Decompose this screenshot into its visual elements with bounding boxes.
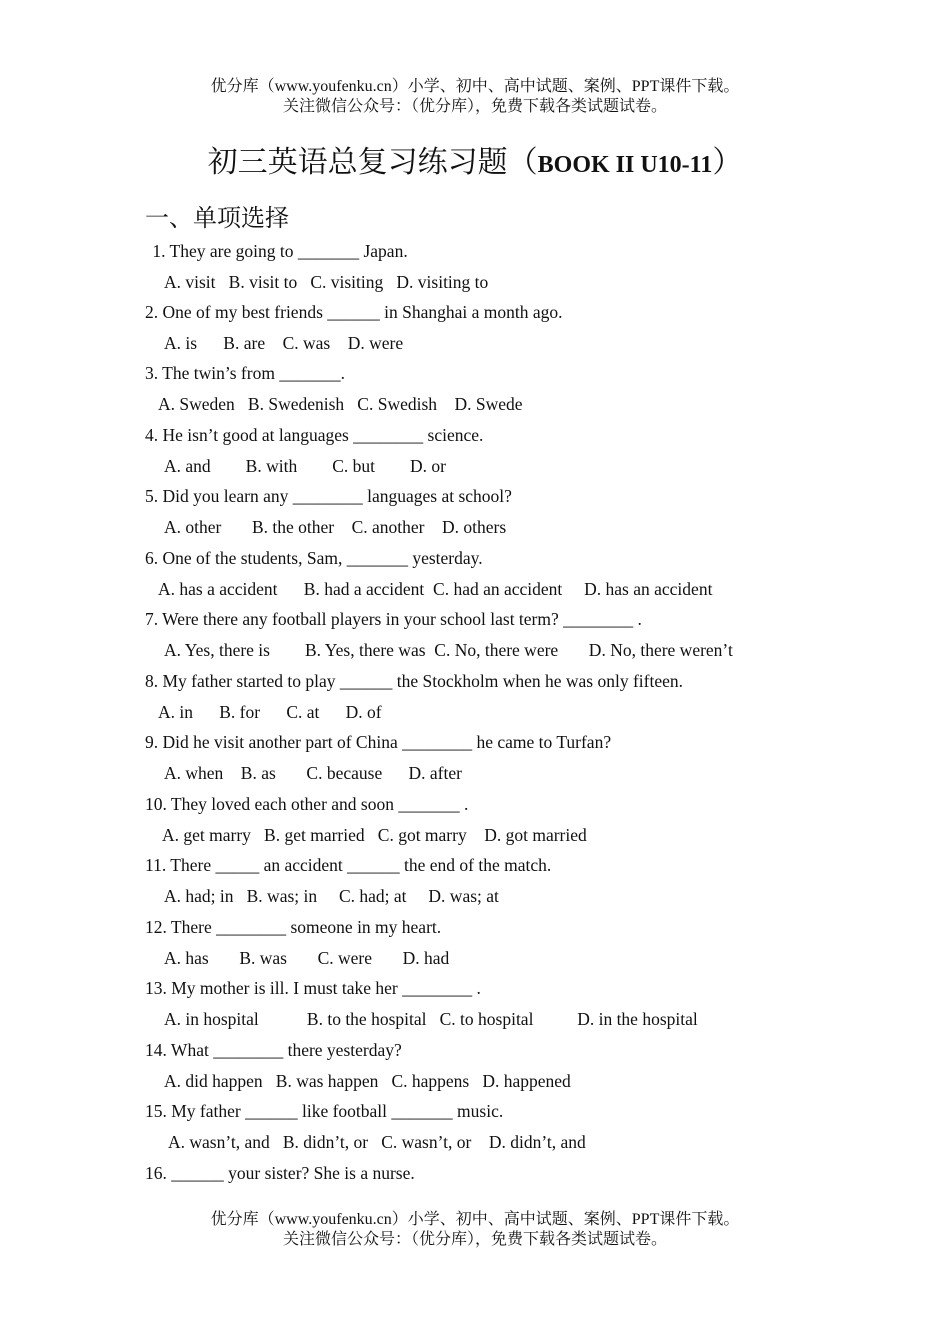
question-options: A. Sweden B. Swedenish C. Swedish D. Swede xyxy=(158,394,523,414)
question-text: 15. My father ______ like football _______ music. xyxy=(145,1101,504,1121)
question-text: 6. One of the students, Sam, _______ yesterday. xyxy=(145,548,483,568)
question-options: A. and B. with C. but D. or xyxy=(164,456,446,476)
title-close-paren: ） xyxy=(712,146,743,179)
question-options: A. when B. as C. because D. after xyxy=(164,763,462,783)
question-text: 7. Were there any football players in your school last term? ________ . xyxy=(145,609,642,629)
question-options: A. other B. the other C. another D. others xyxy=(164,517,507,537)
header-line-1: 优分库（www.youfenku.cn）小学、初中、高中试题、案例、PPT课件下载。 xyxy=(210,78,740,95)
question-text: 16. ______ your sister? She is a nurse. xyxy=(145,1163,415,1183)
page-title xyxy=(0,143,950,185)
question-options: A. is B. are C. was D. were xyxy=(164,333,404,353)
question-options: A. has B. was C. were D. had xyxy=(164,948,450,968)
question-options: A. had; in B. was; in C. had; at D. was; at xyxy=(164,886,499,906)
question-options: A. in hospital B. to the hospital C. to hospital D. in the hospital xyxy=(164,1009,698,1029)
question-text: 12. There ________ someone in my heart. xyxy=(145,917,442,937)
question-text: 8. My father started to play ______ the Stockholm when he was only fifteen. xyxy=(145,671,684,691)
question-options: A. wasn’t, and B. didn’t, or C. wasn’t, or D. didn’t, and xyxy=(168,1132,586,1152)
question-text: 3. The twin’s from _______. xyxy=(145,363,345,383)
question-text: 2. One of my best friends ______ in Shanghai a month ago. xyxy=(145,302,563,322)
title-english: BOOK II U10-11 xyxy=(537,152,713,178)
page-footer xyxy=(0,1210,950,1250)
question-options: A. Yes, there is B. Yes, there was C. No, there were D. No, there weren’t xyxy=(164,640,733,660)
question-options: A. visit B. visit to C. visiting D. visiting to xyxy=(164,272,489,292)
question-text: 10. They loved each other and soon _______ . xyxy=(145,794,469,814)
question-text: 11. There _____ an accident ______ the end of the match. xyxy=(145,855,552,875)
title-chinese: 初三英语总复习练习题（ xyxy=(207,146,538,179)
question-options: A. did happen B. was happen C. happens D. happened xyxy=(164,1071,571,1091)
section-title: 一、单项选择 xyxy=(145,206,289,232)
question-text: 9. Did he visit another part of China ________ he came to Turfan? xyxy=(145,732,612,752)
question-text: 1. They are going to _______ Japan. xyxy=(148,241,408,261)
page-header xyxy=(0,77,950,117)
footer-line-2: 关注微信公众号：（优分库），免费下载各类试题试卷。 xyxy=(282,1231,667,1248)
question-text: 4. He isn’t good at languages ________ science. xyxy=(145,425,484,445)
question-text: 14. What ________ there yesterday? xyxy=(145,1040,402,1060)
question-text: 13. My mother is ill. I must take her ________ . xyxy=(145,978,481,998)
question-text: 5. Did you learn any ________ languages at school? xyxy=(145,486,512,506)
footer-line-1: 优分库（www.youfenku.cn）小学、初中、高中试题、案例、PPT课件下载。 xyxy=(210,1211,740,1228)
question-options: A. in B. for C. at D. of xyxy=(158,702,382,722)
header-line-2: 关注微信公众号：（优分库），免费下载各类试题试卷。 xyxy=(282,98,667,115)
question-options: A. has a accident B. had a accident C. had an accident D. has an accident xyxy=(158,579,713,599)
question-options: A. get marry B. get married C. got marry D. got married xyxy=(162,825,587,845)
